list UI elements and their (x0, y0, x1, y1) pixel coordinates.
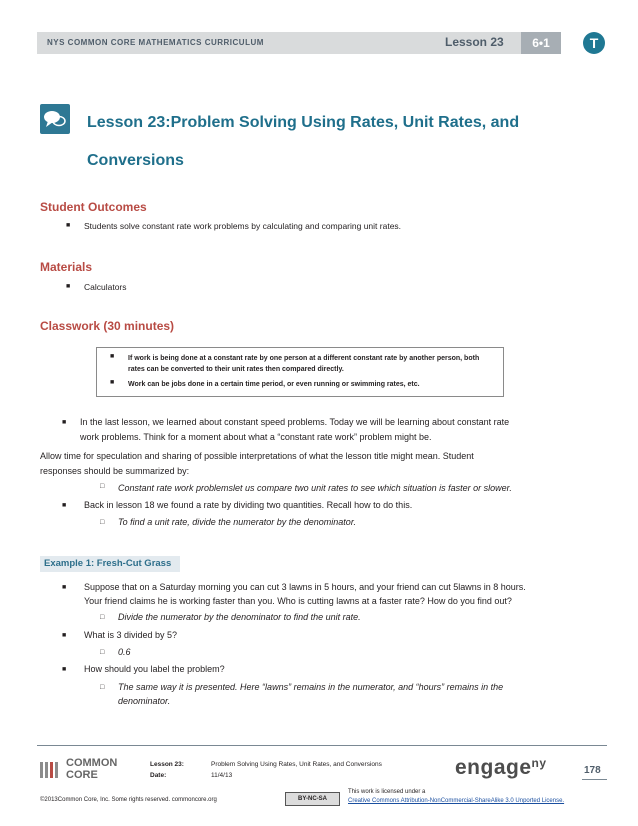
outcomes-heading: Student Outcomes (40, 200, 147, 214)
sub-bullet-icon: □ (100, 614, 105, 621)
license-link[interactable]: Creative Commons Attribution-NonCommercial-ShareAlike 3.0 Unported License. (348, 798, 565, 804)
bullet-icon: ■ (62, 419, 67, 426)
bullet-icon: ■ (62, 666, 67, 673)
sub-bullet-icon: □ (100, 684, 105, 691)
body-line: Your friend claims he is working faster than you. Who is cutting lawns at a faster rate? How do you find out? (84, 596, 512, 606)
copyright: ©2013Common Core, Inc. Some rights reserved. commoncore.org (40, 797, 217, 803)
title-line-2: Conversions (87, 152, 184, 169)
page-title (87, 104, 557, 180)
lesson-speech-bubble-icon (40, 104, 70, 134)
sub-bullet-icon: □ (100, 649, 105, 656)
example-label: Example 1: Fresh-Cut Grass (44, 558, 172, 569)
logo-line-2: CORE (66, 769, 98, 781)
student-response: To find a unit rate, divide the numerator by the denominator. (118, 517, 356, 527)
body-line: work problems. Think for a moment about what a “constant rate work” problem might be. (80, 432, 432, 442)
common-core-logo-text (66, 757, 117, 781)
body-line: responses should be summarized by: (40, 466, 190, 476)
cc-license-badge: BY-NC-SA (285, 792, 340, 806)
title-line-1: Lesson 23:Problem Solving Using Rates, Unit Rates, and (87, 114, 520, 131)
bullet-icon: ■ (110, 379, 115, 386)
body-line: Suppose that on a Saturday morning you can cut 3 lawns in 5 hours, and your friend can cut 5lawns in 8 hours. (84, 582, 526, 592)
student-response: Divide the numerator by the denominator to find the unit rate. (118, 612, 361, 622)
engage-text: engage (455, 756, 532, 779)
bullet-icon: ■ (62, 584, 67, 591)
footer-date-label: Date: (150, 772, 167, 779)
footer-date: 11/4/13 (211, 772, 233, 779)
ny-text: ny (531, 756, 547, 770)
student-response: denominator. (118, 696, 171, 706)
body-line: How should you label the problem? (84, 664, 225, 674)
materials-heading: Materials (40, 260, 93, 274)
bullet-icon: ■ (66, 222, 71, 229)
bullet-icon: ■ (62, 502, 67, 509)
body-line: Back in lesson 18 we found a rate by dividing two quantities. Recall how to do this. (84, 500, 413, 510)
student-response: 0.6 (118, 647, 131, 657)
license-line-1: This work is licensed under a (348, 789, 426, 795)
teacher-note-callout (96, 347, 504, 397)
classwork-heading: Classwork (30 minutes) (40, 319, 175, 333)
lesson-label: Lesson 23 (445, 35, 504, 49)
footer-lesson-title: Problem Solving Using Rates, Unit Rates, and Conversions (211, 761, 382, 768)
body-line: Allow time for speculation and sharing of possible interpretations of what the lesson title might mean. Student (40, 451, 474, 461)
bullet-icon: ■ (66, 283, 71, 290)
header-bar (37, 32, 561, 54)
bullet-icon: ■ (62, 632, 67, 639)
bullet-icon: ■ (110, 353, 115, 360)
outcome-item: Students solve constant rate work problems by calculating and comparing unit rates. (84, 221, 402, 231)
callout-line-2: rates can be converted to their unit rates then compared directly. (128, 366, 344, 373)
footer-rule (37, 745, 607, 746)
teacher-badge: T (583, 32, 605, 54)
material-item: Calculators (84, 282, 127, 292)
student-response: Constant rate work problemslet us compare two unit rates to see which situation is faster or slower. (118, 483, 512, 493)
footer-lesson-label: Lesson 23: (150, 761, 184, 768)
callout-line-1: If work is being done at a constant rate by one person at a different constant rate by another person, both (128, 355, 480, 362)
curriculum-label: NYS COMMON CORE MATHEMATICS CURRICULUM (47, 38, 264, 47)
common-core-logo-icon (40, 760, 60, 780)
body-line: What is 3 divided by 5? (84, 630, 178, 640)
grade-label: 6•1 (521, 32, 561, 54)
sub-bullet-icon: □ (100, 483, 105, 490)
example-label-box (40, 556, 180, 572)
sub-bullet-icon: □ (100, 519, 105, 526)
page-number: 178 (584, 765, 601, 776)
body-line: In the last lesson, we learned about constant speed problems. Today we will be learning about constant rate (80, 417, 510, 427)
student-response: The same way it is presented. Here “lawns” remains in the numerator, and “hours” remains in the (118, 682, 504, 692)
page-number-rule (582, 779, 607, 780)
callout-line-3: Work can be jobs done in a certain time period, or even running or swimming rates, etc. (128, 381, 420, 388)
logo-line-1: COMMON (66, 757, 118, 769)
engageny-logo (455, 756, 547, 780)
